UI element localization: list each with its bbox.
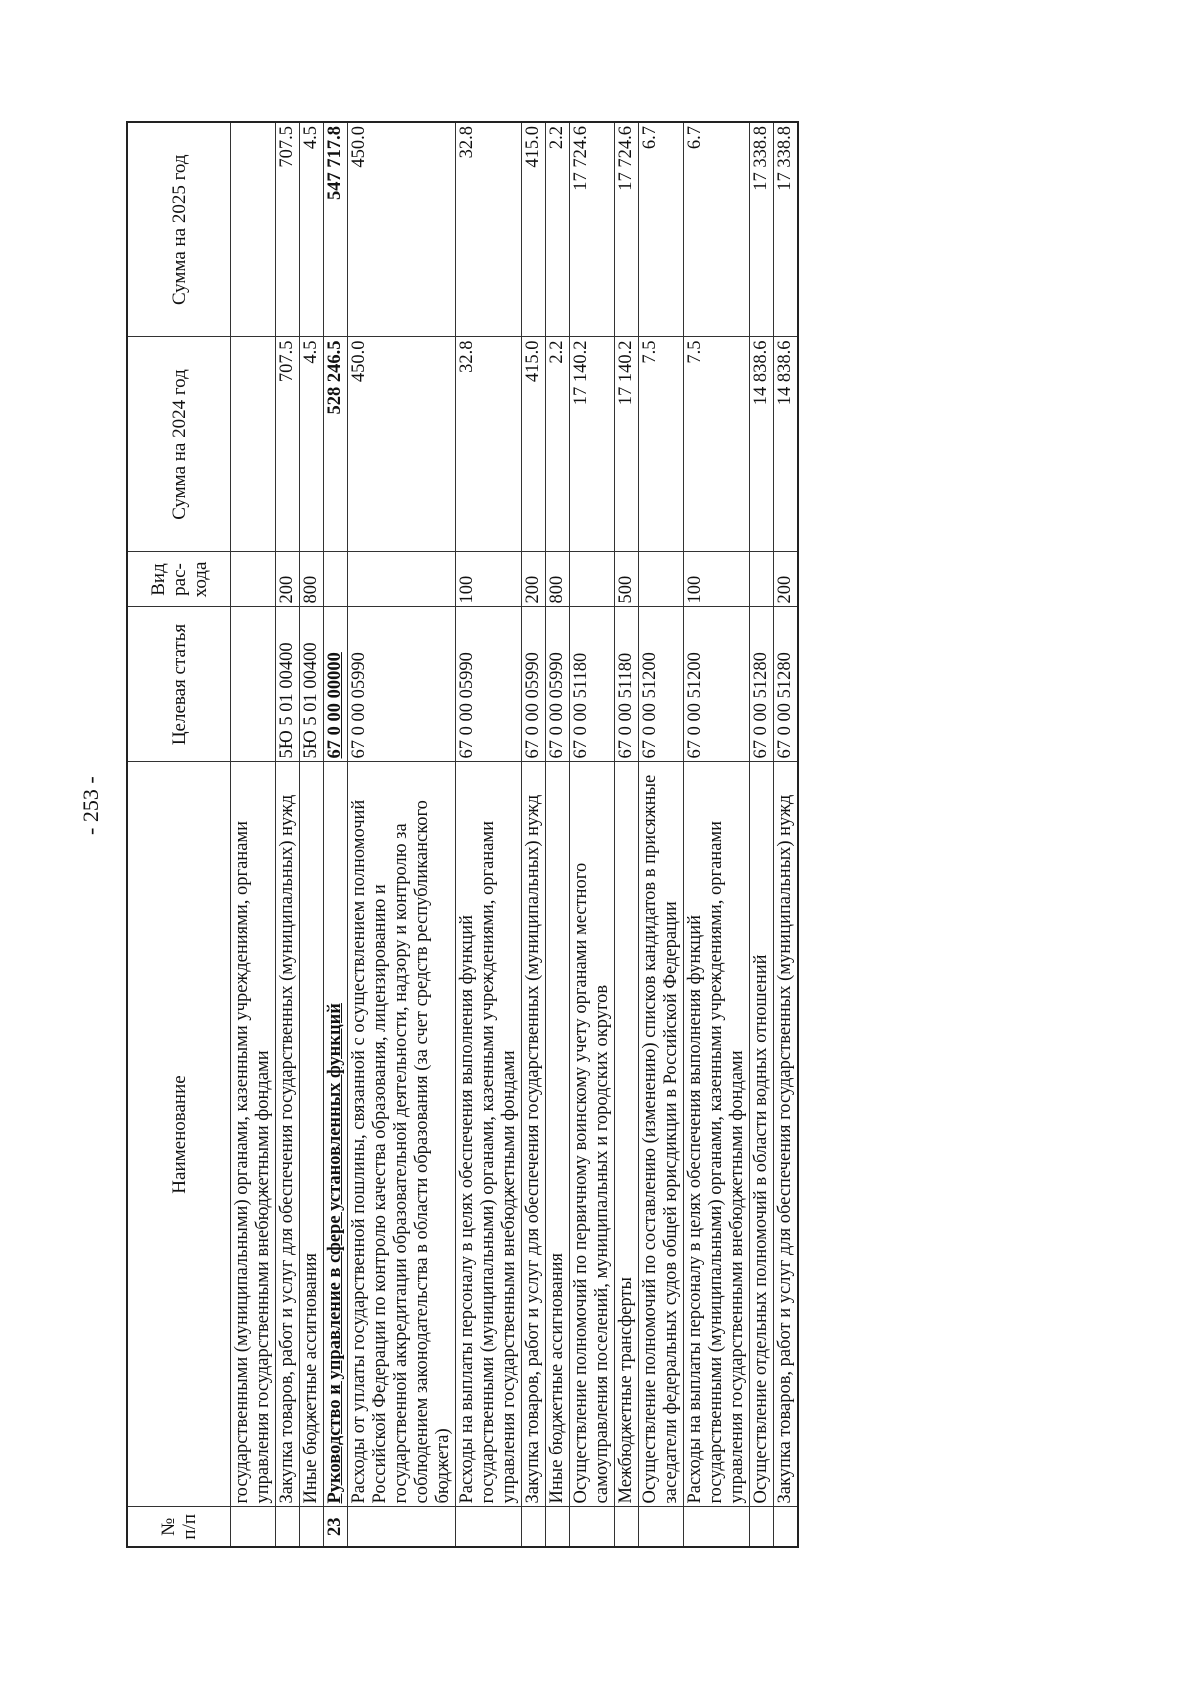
table-row	[324, 122, 348, 1547]
row-sum-2024: 528 246.5	[324, 337, 348, 552]
row-name: Закупка товаров, работ и услуг для обеспечения государственных (муниципальных) нужд	[522, 762, 546, 1507]
row-sum-2025: 707.5	[276, 122, 300, 337]
row-sum-2025: 17 724.6	[570, 122, 615, 337]
row-code: 67 0 00 05990	[348, 607, 456, 762]
table-row	[546, 122, 570, 1547]
table-row	[231, 122, 276, 1547]
row-type: 100	[456, 552, 522, 607]
header-type: Вид рас-хода	[127, 552, 231, 607]
row-code: 67 0 00 05990	[456, 607, 522, 762]
row-sum-2025: 6.7	[639, 122, 684, 337]
row-num	[750, 1507, 774, 1547]
row-type: 100	[684, 552, 750, 607]
table-row	[639, 122, 684, 1547]
row-sum-2024: 707.5	[276, 337, 300, 552]
row-num	[456, 1507, 522, 1547]
row-code: 5Ю 5 01 00400	[276, 607, 300, 762]
row-sum-2024	[231, 337, 276, 552]
table-row	[456, 122, 522, 1547]
row-name: Расходы от уплаты государственной пошлины, связанной с осуществлением полномочий Российской Федерации по контролю качества образования, лицензированию и государственной аккредитации образовательной деятельности, надзору и контролю за соблюдением законодательства в области образования (за счет средств республиканского бюджета)	[348, 762, 456, 1507]
row-code: 67 0 00 51180	[570, 607, 615, 762]
row-num: 23	[324, 1507, 348, 1547]
row-sum-2025: 17 338.8	[774, 122, 799, 337]
table-row	[348, 122, 456, 1547]
row-name: государственными (муниципальными) органами, казенными учреждениями, органами управления государственными внебюджетными фондами	[231, 762, 276, 1507]
row-num	[774, 1507, 799, 1547]
row-sum-2025: 450.0	[348, 122, 456, 337]
row-sum-2024: 17 140.2	[615, 337, 639, 552]
table-row	[684, 122, 750, 1547]
row-code	[231, 607, 276, 762]
row-num	[300, 1507, 324, 1547]
row-type: 200	[522, 552, 546, 607]
row-sum-2024: 14 838.6	[774, 337, 799, 552]
row-type	[639, 552, 684, 607]
row-name: Межбюджетные трансферты	[615, 762, 639, 1507]
row-code: 67 0 00 00000	[324, 607, 348, 762]
header-name: Наименование	[127, 762, 231, 1507]
row-type: 200	[774, 552, 799, 607]
table-row	[522, 122, 546, 1547]
row-code: 67 0 00 51200	[684, 607, 750, 762]
row-name: Осуществление полномочий по первичному воинскому учету органами местного самоуправления поселений, муниципальных и городских округов	[570, 762, 615, 1507]
row-sum-2025: 17 338.8	[750, 122, 774, 337]
row-num	[348, 1507, 456, 1547]
header-sum-2024: Сумма на 2024 год	[127, 337, 231, 552]
row-name: Руководство и управление в сфере установленных функций	[324, 762, 348, 1507]
row-code: 67 0 00 05990	[522, 607, 546, 762]
row-name: Закупка товаров, работ и услуг для обеспечения государственных (муниципальных) нужд	[276, 762, 300, 1507]
row-type	[324, 552, 348, 607]
row-code: 67 0 00 05990	[546, 607, 570, 762]
row-sum-2025: 415.0	[522, 122, 546, 337]
row-sum-2024: 2.2	[546, 337, 570, 552]
row-num	[570, 1507, 615, 1547]
row-num	[684, 1507, 750, 1547]
row-sum-2025: 4.5	[300, 122, 324, 337]
row-sum-2024: 14 838.6	[750, 337, 774, 552]
row-num	[276, 1507, 300, 1547]
row-name: Осуществление полномочий по составлению (изменению) списков кандидатов в присяжные заседатели федеральных судов общей юрисдикции в Российской Федерации	[639, 762, 684, 1507]
row-sum-2024: 450.0	[348, 337, 456, 552]
row-sum-2025	[231, 122, 276, 337]
header-sum-2025: Сумма на 2025 год	[127, 122, 231, 337]
row-sum-2024: 4.5	[300, 337, 324, 552]
row-name: Иные бюджетные ассигнования	[300, 762, 324, 1507]
row-name: Расходы на выплаты персоналу в целях обеспечения выполнения функций государственными (муниципальными) органами, казенными учреждениями, органами управления государственными внебюджетными фондами	[684, 762, 750, 1507]
row-name: Расходы на выплаты персоналу в целях обеспечения выполнения функций государственными (муниципальными) органами, казенными учреждениями, органами управления государственными внебюджетными фондами	[456, 762, 522, 1507]
row-num	[615, 1507, 639, 1547]
row-name: Иные бюджетные ассигнования	[546, 762, 570, 1507]
row-sum-2025: 32.8	[456, 122, 522, 337]
row-code: 67 0 00 51280	[774, 607, 799, 762]
row-type	[570, 552, 615, 607]
table-row	[300, 122, 324, 1547]
row-sum-2024: 415.0	[522, 337, 546, 552]
table-row	[570, 122, 615, 1547]
header-row	[127, 122, 231, 1547]
row-num	[522, 1507, 546, 1547]
row-sum-2024: 17 140.2	[570, 337, 615, 552]
row-sum-2025: 547 717.8	[324, 122, 348, 337]
row-code: 67 0 00 51180	[615, 607, 639, 762]
table-body	[231, 122, 799, 1547]
row-type: 800	[300, 552, 324, 607]
row-sum-2024: 7.5	[639, 337, 684, 552]
table-row	[750, 122, 774, 1547]
row-type	[348, 552, 456, 607]
budget-table	[126, 121, 799, 1548]
row-code: 5Ю 5 01 00400	[300, 607, 324, 762]
row-sum-2024: 32.8	[456, 337, 522, 552]
row-type: 500	[615, 552, 639, 607]
row-name: Закупка товаров, работ и услуг для обеспечения государственных (муниципальных) нужд	[774, 762, 799, 1507]
row-sum-2024: 7.5	[684, 337, 750, 552]
row-num	[639, 1507, 684, 1547]
row-name: Осуществление отдельных полномочий в области водных отношений	[750, 762, 774, 1507]
row-sum-2025: 6.7	[684, 122, 750, 337]
row-sum-2025: 17 724.6	[615, 122, 639, 337]
table-row	[774, 122, 799, 1547]
row-type	[231, 552, 276, 607]
table-row	[615, 122, 639, 1547]
header-code: Целевая статья	[127, 607, 231, 762]
row-type: 200	[276, 552, 300, 607]
row-code: 67 0 00 51200	[639, 607, 684, 762]
row-num	[231, 1507, 276, 1547]
row-sum-2025: 2.2	[546, 122, 570, 337]
header-num: № п/п	[127, 1507, 231, 1547]
table-row	[276, 122, 300, 1547]
rotated-page	[126, 123, 799, 1548]
row-type	[750, 552, 774, 607]
row-type: 800	[546, 552, 570, 607]
page-number: - 253 -	[78, 776, 103, 835]
row-num	[546, 1507, 570, 1547]
row-code: 67 0 00 51280	[750, 607, 774, 762]
